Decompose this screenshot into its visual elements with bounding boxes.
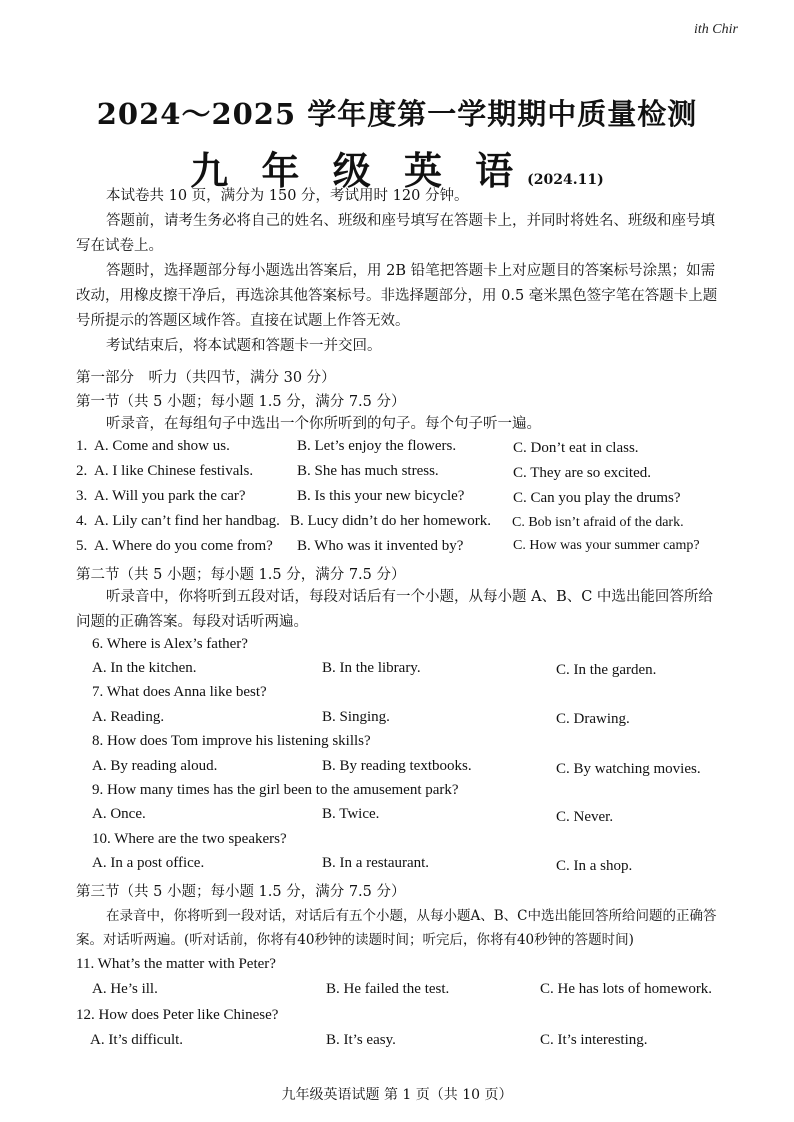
- question-text: 11. What’s the matter with Peter?: [76, 956, 276, 972]
- question-number: 3.: [76, 488, 88, 504]
- section3-heading: 第三节（共 5 小题；每小题 1.5 分，满分 7.5 分）: [76, 884, 406, 900]
- question-text: 8. How does Tom improve his listening skills?: [92, 733, 371, 749]
- option-b: B. She has much stress.: [297, 463, 439, 479]
- section1-instruction: 听录音，在每组句子中选出一个你所听到的句子。每个句子听一遍。: [106, 416, 541, 432]
- instruction-1: 本试卷共 10 页，满分为 150 分，考试用时 120 分钟。: [106, 188, 469, 204]
- option-c: C. Don’t eat in class.: [513, 440, 639, 456]
- option-a: A. I like Chinese festivals.: [94, 463, 254, 479]
- instruction-2: 答题前，请考生务必将自己的姓名、班级和座号填写在答题卡上，并同时将姓名、班级和座号填写在试卷上。: [76, 213, 715, 254]
- section1-heading: 第一节（共 5 小题；每小题 1.5 分，满分 7.5 分）: [76, 394, 406, 410]
- option-b: B. By reading textbooks.: [322, 758, 472, 774]
- question-text: 9. How many times has the girl been to the amusement park?: [92, 782, 459, 798]
- question-number: 2.: [76, 463, 88, 479]
- option-b: B. He failed the test.: [326, 981, 450, 997]
- option-c: C. He has lots of homework.: [540, 981, 713, 997]
- option-c: C. By watching movies.: [556, 761, 701, 777]
- question-text: 12. How does Peter like Chinese?: [76, 1007, 279, 1023]
- option-c: C. In a shop.: [556, 858, 633, 874]
- section3-instruction: 在录音中，你将听到一段对话，对话后有五个小题，从每小题A、B、C中选出能回答所给问题的正确答案。对话听两遍。(听对话前，你将有40秒钟的读题时间；听完后，你将有40秒钟的答题时间): [76, 908, 717, 948]
- option-a: A. In a post office.: [92, 855, 205, 871]
- option-a: A. In the kitchen.: [92, 660, 197, 676]
- option-b: B. In a restaurant.: [322, 855, 430, 871]
- question-number: 1.: [76, 438, 88, 454]
- option-a: A. It’s difficult.: [90, 1032, 184, 1048]
- question-number: 4.: [76, 513, 88, 529]
- question-text: 7. What does Anna like best?: [92, 684, 267, 700]
- subject-name: 九 年 级 英 语: [190, 148, 524, 193]
- option-b: B. It’s easy.: [326, 1032, 396, 1048]
- section2-instruction: 听录音中，你将听到五段对话，每段对话后有一个小题，从每小题 A、B、C 中选出能回答所给问题的正确答案。每段对话听两遍。: [76, 589, 713, 630]
- option-c: C. How was your summer camp?: [513, 538, 700, 553]
- option-c: C. It’s interesting.: [540, 1032, 648, 1048]
- option-a: A. Once.: [92, 806, 146, 822]
- option-c: C. Bob isn’t afraid of the dark.: [512, 515, 684, 530]
- option-a: A. Come and show us.: [94, 438, 230, 454]
- option-b: B. Singing.: [322, 709, 390, 725]
- option-c: C. Drawing.: [556, 711, 630, 727]
- option-c: C. They are so excited.: [513, 465, 652, 481]
- question-number: 5.: [76, 538, 88, 554]
- option-b: B. In the library.: [322, 660, 421, 676]
- exam-title: 2024～2025 学年度第一学期期中质量检测: [96, 97, 698, 131]
- option-c: C. Never.: [556, 809, 614, 825]
- part1-heading: 第一部分 听力（共四节，满分 30 分）: [76, 370, 336, 386]
- page-footer: 九年级英语试题 第 1 页（共 10 页）: [281, 1087, 513, 1103]
- option-a: A. Will you park the car?: [94, 488, 246, 504]
- question-text: 10. Where are the two speakers?: [92, 831, 287, 847]
- option-b: B. Let’s enjoy the flowers.: [297, 438, 457, 454]
- option-b: B. Twice.: [322, 806, 380, 822]
- option-c: C. Can you play the drums?: [513, 490, 681, 506]
- corner-text: ith Chir: [694, 22, 738, 37]
- option-a: A. Where do you come from?: [94, 538, 273, 554]
- option-a: A. He’s ill.: [92, 981, 158, 997]
- option-b: B. Is this your new bicycle?: [297, 488, 465, 504]
- exam-date: (2024.11): [527, 172, 604, 188]
- option-a: A. Lily can’t find her handbag.: [94, 513, 280, 529]
- instruction-3: 答题时，选择题部分每小题选出答案后，用 2B 铅笔把答题卡上对应题目的答案标号涂黑；如需改动，用橡皮擦干净后，再选涂其他答案标号。非选择题部分，用 0.5 毫米黑色签字笔在答题卡上题号所提示的答题区域作答。直接在试题上作答无效。: [76, 263, 718, 329]
- option-c: C. In the garden.: [556, 662, 657, 678]
- section2-heading: 第二节（共 5 小题；每小题 1.5 分，满分 7.5 分）: [76, 567, 406, 583]
- question-text: 6. Where is Alex’s father?: [92, 636, 248, 652]
- instruction-4: 考试结束后，将本试题和答题卡一并交回。: [106, 338, 382, 354]
- option-a: A. By reading aloud.: [92, 758, 218, 774]
- option-b: B. Who was it invented by?: [297, 538, 464, 554]
- option-a: A. Reading.: [92, 709, 165, 725]
- option-b: B. Lucy didn’t do her homework.: [290, 513, 491, 529]
